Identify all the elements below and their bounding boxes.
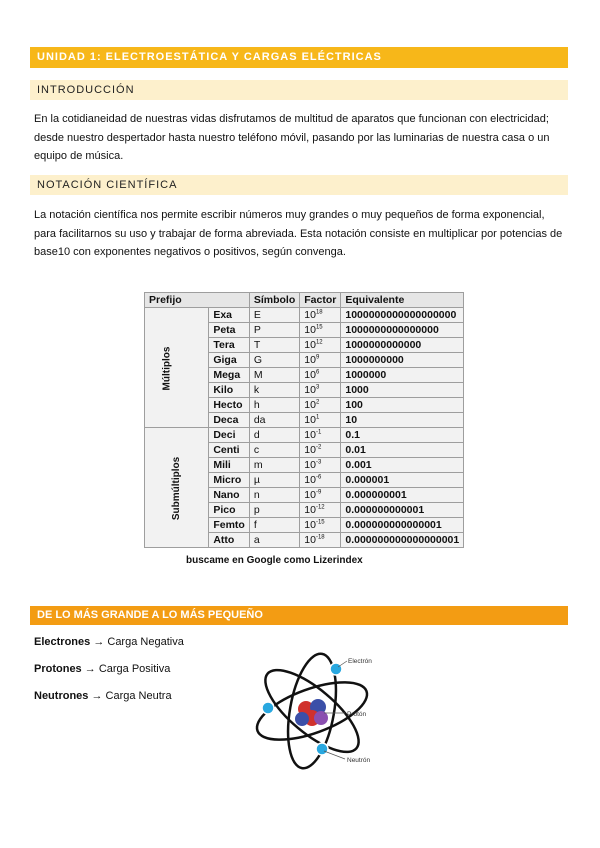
nucleus [295, 699, 328, 726]
electron-icon [262, 702, 274, 714]
factor-exponent: 15 [315, 324, 323, 331]
prefix-equivalent: 100 [341, 398, 464, 413]
header-factor: Factor [300, 293, 341, 308]
prefix-factor [300, 533, 341, 548]
prefix-name: Deca [209, 413, 250, 428]
prefix-factor [300, 368, 341, 383]
particle-name: Electrones [34, 636, 91, 648]
prefix-name: Tera [209, 338, 250, 353]
header-symbol: Símbolo [249, 293, 299, 308]
prefix-symbol: c [249, 443, 299, 458]
prefix-factor [300, 308, 341, 323]
intro-text: En la cotidianeidad de nuestras vidas disfrutamos de multitud de aparatos que funcionan con electricidad; desde nuestro despertador hasta nuestro teléfono móvil, pasando por las luminarias de nuestra casa o un equipo de música. [34, 113, 550, 162]
prefix-table [144, 292, 464, 548]
factor-exponent: 6 [315, 369, 320, 376]
prefix-name: Giga [209, 353, 250, 368]
prefix-symbol: d [249, 428, 299, 443]
group-label-text: Submúltiplos [171, 456, 183, 520]
factor-exponent: 2 [315, 399, 320, 406]
factor-exponent: 1 [315, 414, 320, 421]
group-label-submultiples [145, 428, 209, 548]
prefix-name: Femto [209, 518, 250, 533]
prefix-symbol: p [249, 503, 299, 518]
prefix-symbol: E [249, 308, 299, 323]
prefix-name: Centi [209, 443, 250, 458]
table-caption: buscame en Google como Lizerindex [186, 555, 363, 566]
notation-text: La notación científica nos permite escribir números muy grandes o muy pequeños de forma exponencial, para facilitarnos su uso y trabajar de forma abreviada. Esta notación consiste en multiplicar por potencias de base10 con exponentes negativos o positivos, según convenga. [34, 209, 563, 258]
particle-name: Neutrones [34, 690, 89, 702]
prefix-table-body [145, 308, 464, 548]
charge-type: Carga Neutra [105, 690, 172, 702]
prefix-equivalent: 0.000000001 [341, 488, 464, 503]
factor-base: 10 [304, 384, 316, 396]
prefix-symbol: k [249, 383, 299, 398]
prefix-factor [300, 413, 341, 428]
prefix-factor [300, 473, 341, 488]
factor-base: 10 [304, 474, 316, 486]
electron-label: Electrón [348, 658, 372, 665]
electron-icon [316, 743, 328, 755]
factor-base: 10 [304, 309, 316, 321]
factor-base: 10 [304, 429, 316, 441]
prefix-name: Peta [209, 323, 250, 338]
prefix-equivalent: 0.000000000000000001 [341, 533, 464, 548]
factor-base: 10 [304, 414, 316, 426]
factor-exponent: -1 [315, 429, 322, 436]
prefix-name: Mega [209, 368, 250, 383]
prefix-factor [300, 338, 341, 353]
factor-base: 10 [304, 369, 316, 381]
notation-heading: NOTACIÓN CIENTÍFICA [30, 175, 568, 195]
factor-exponent: -12 [315, 504, 325, 511]
prefix-symbol: M [249, 368, 299, 383]
prefix-equivalent: 1000000000000000 [341, 323, 464, 338]
prefix-symbol: T [249, 338, 299, 353]
factor-base: 10 [304, 459, 316, 471]
factor-base: 10 [304, 489, 316, 501]
prefix-equivalent: 1000 [341, 383, 464, 398]
prefix-equivalent: 0.1 [341, 428, 464, 443]
prefix-factor [300, 503, 341, 518]
table-row [145, 428, 464, 443]
prefix-equivalent: 0.01 [341, 443, 464, 458]
prefix-factor [300, 398, 341, 413]
factor-exponent: 18 [315, 309, 323, 316]
charge-item-neutrons [34, 690, 172, 702]
factor-exponent: -18 [315, 534, 325, 541]
header-prefix: Prefijo [145, 293, 250, 308]
charge-item-electrons [34, 636, 184, 648]
prefix-symbol: da [249, 413, 299, 428]
prefix-equivalent: 1000000000 [341, 353, 464, 368]
prefix-symbol: n [249, 488, 299, 503]
factor-base: 10 [304, 534, 316, 546]
neutron-icon [295, 712, 309, 726]
factor-exponent: -9 [315, 489, 322, 496]
prefix-equivalent: 0.000000000001 [341, 503, 464, 518]
factor-exponent: 9 [315, 354, 320, 361]
neutron-label: Neutrón [347, 757, 371, 764]
prefix-equivalent: 10 [341, 413, 464, 428]
electron-icon [330, 663, 342, 675]
factor-exponent: -15 [315, 519, 325, 526]
factor-base: 10 [304, 519, 316, 531]
prefix-symbol: m [249, 458, 299, 473]
charge-type: Carga Positiva [98, 663, 171, 675]
prefix-symbol: f [249, 518, 299, 533]
factor-exponent: -2 [315, 444, 322, 451]
prefix-name: Exa [209, 308, 250, 323]
atom-diagram [250, 651, 390, 776]
arrow-icon: → [91, 690, 103, 702]
prefix-name: Atto [209, 533, 250, 548]
prefix-equivalent: 1000000000000000000 [341, 308, 464, 323]
prefix-factor [300, 518, 341, 533]
prefix-name: Nano [209, 488, 250, 503]
proton-label: Protón [347, 711, 367, 718]
group-label-multiples [145, 308, 209, 428]
prefix-factor [300, 443, 341, 458]
prefix-factor [300, 353, 341, 368]
prefix-equivalent: 0.001 [341, 458, 464, 473]
table-header-row [145, 293, 464, 308]
factor-exponent: 12 [315, 339, 323, 346]
prefix-name: Kilo [209, 383, 250, 398]
prefix-equivalent: 1000000 [341, 368, 464, 383]
prefix-name: Mili [209, 458, 250, 473]
prefix-symbol: G [249, 353, 299, 368]
prefix-equivalent: 0.000000000000001 [341, 518, 464, 533]
header-equivalent: Equivalente [341, 293, 464, 308]
charge-item-protons [34, 663, 170, 675]
factor-base: 10 [304, 504, 316, 516]
prefix-equivalent: 0.000001 [341, 473, 464, 488]
prefix-name: Pico [209, 503, 250, 518]
prefix-symbol: a [249, 533, 299, 548]
prefix-name: Micro [209, 473, 250, 488]
prefix-factor [300, 488, 341, 503]
prefix-name: Deci [209, 428, 250, 443]
factor-exponent: -6 [315, 474, 322, 481]
arrow-icon: → [93, 636, 105, 648]
prefix-symbol: P [249, 323, 299, 338]
factor-base: 10 [304, 399, 316, 411]
charge-type: Carga Negativa [107, 636, 184, 648]
intro-heading: INTRODUCCIÓN [30, 80, 568, 100]
unit-title: UNIDAD 1: ELECTROESTÁTICA Y CARGAS ELÉCTRICAS [30, 47, 568, 68]
prefix-symbol: µ [249, 473, 299, 488]
factor-exponent: -3 [315, 459, 322, 466]
factor-base: 10 [304, 354, 316, 366]
factor-base: 10 [304, 324, 316, 336]
prefix-factor [300, 383, 341, 398]
factor-base: 10 [304, 444, 316, 456]
table-row [145, 308, 464, 323]
prefix-symbol: h [249, 398, 299, 413]
prefix-factor [300, 428, 341, 443]
group-label-text: Múltiplos [161, 346, 173, 390]
prefix-name: Hecto [209, 398, 250, 413]
prefix-factor [300, 323, 341, 338]
factor-exponent: 3 [315, 384, 320, 391]
particle-name: Protones [34, 663, 82, 675]
arrow-icon: → [84, 663, 96, 675]
factor-base: 10 [304, 339, 316, 351]
prefix-factor [300, 458, 341, 473]
scale-heading: DE LO MÁS GRANDE A LO MÁS PEQUEÑO [30, 606, 568, 625]
prefix-equivalent: 1000000000000 [341, 338, 464, 353]
